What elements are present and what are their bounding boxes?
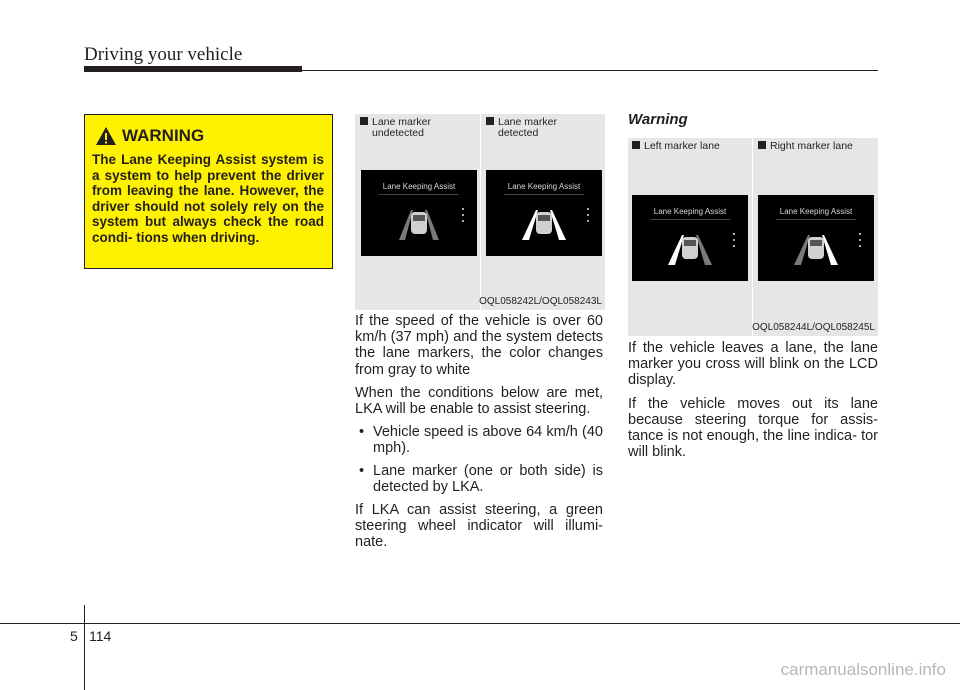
condition-list [355,424,603,495]
lka-screen-undetected [361,170,477,256]
paragraph: If the vehicle leaves a lane, the lane marker you cross will blink on the LCD display. [628,340,878,389]
caption-text-line2: detected [498,127,539,139]
caption-text: Left marker lane [644,140,720,152]
caption-undetected [360,117,431,139]
caption-left-marker [632,141,720,152]
paragraph: If the vehicle moves out its lane because steering torque for assis- tance is not enough, the line indica- tor will blink. [628,395,878,461]
list-item: • Vehicle speed is above 64 km/h (40 mph). [355,424,603,456]
screen-title: Lane Keeping Assist [779,207,853,216]
screen-title: Lane Keeping Assist [507,182,581,191]
footer-divider [84,605,85,690]
caption-bullet [758,141,766,149]
caption-text-line1: Lane marker [498,116,557,128]
figure-lane-marker-detection [355,114,605,310]
footer-rule [0,623,960,624]
caption-detected [486,117,557,139]
screen-title: Lane Keeping Assist [653,207,727,216]
header-rule [302,70,878,71]
warning-heading [95,125,204,147]
car-lane-icon [758,195,874,281]
right-column-text [628,340,878,467]
lka-screen-right-marker [758,195,874,281]
caption-text-line1: Lane marker [372,116,431,128]
lka-screen-detected [486,170,602,256]
figure-divider [480,114,481,310]
screen-title: Lane Keeping Assist [382,182,456,191]
warning-text: The Lane Keeping Assist system is a system to help prevent the driver from leaving the lane. However, the driver should not solely rely on the system but always check the road condi- tions when driving. [92,152,324,245]
caption-bullet [360,117,368,125]
figure-marker-lane [628,138,878,336]
paragraph: If LKA can assist steering, a green steering wheel indicator will illumi- nate. [355,502,603,551]
car-lane-icon [632,195,748,281]
watermark: carmanualsonline.info [780,660,946,679]
warning-box [84,114,333,269]
warning-title: WARNING [122,126,205,145]
caption-bullet [632,141,640,149]
caption-text-line2: undetected [372,127,424,139]
caption-text: Right marker lane [770,140,853,152]
figure-code: OQL058242L/OQL058243L [479,296,602,307]
page-header-title: Driving your vehicle [84,44,243,65]
figure-divider [752,138,753,336]
car-lane-icon [486,170,602,256]
middle-column-text [355,313,603,558]
paragraph: When the conditions below are met, LKA will be enable to assist steering. [355,384,603,418]
header-bar [84,66,302,72]
paragraph: If the speed of the vehicle is over 60 km/h (37 mph) and the system detects the lane markers, the color changes from gray to white [355,313,603,378]
lka-screen-left-marker [632,195,748,281]
car-lane-icon [361,170,477,256]
warning-subheading: Warning [628,111,688,128]
figure-code: OQL058244L/OQL058245L [752,322,875,333]
page-number: 114 [89,628,112,644]
caption-bullet [486,117,494,125]
chapter-number: 5 [70,628,78,644]
warning-triangle-icon [95,126,117,146]
caption-right-marker [758,141,853,152]
list-item: • Lane marker (one or both side) is detected by LKA. [355,463,603,495]
